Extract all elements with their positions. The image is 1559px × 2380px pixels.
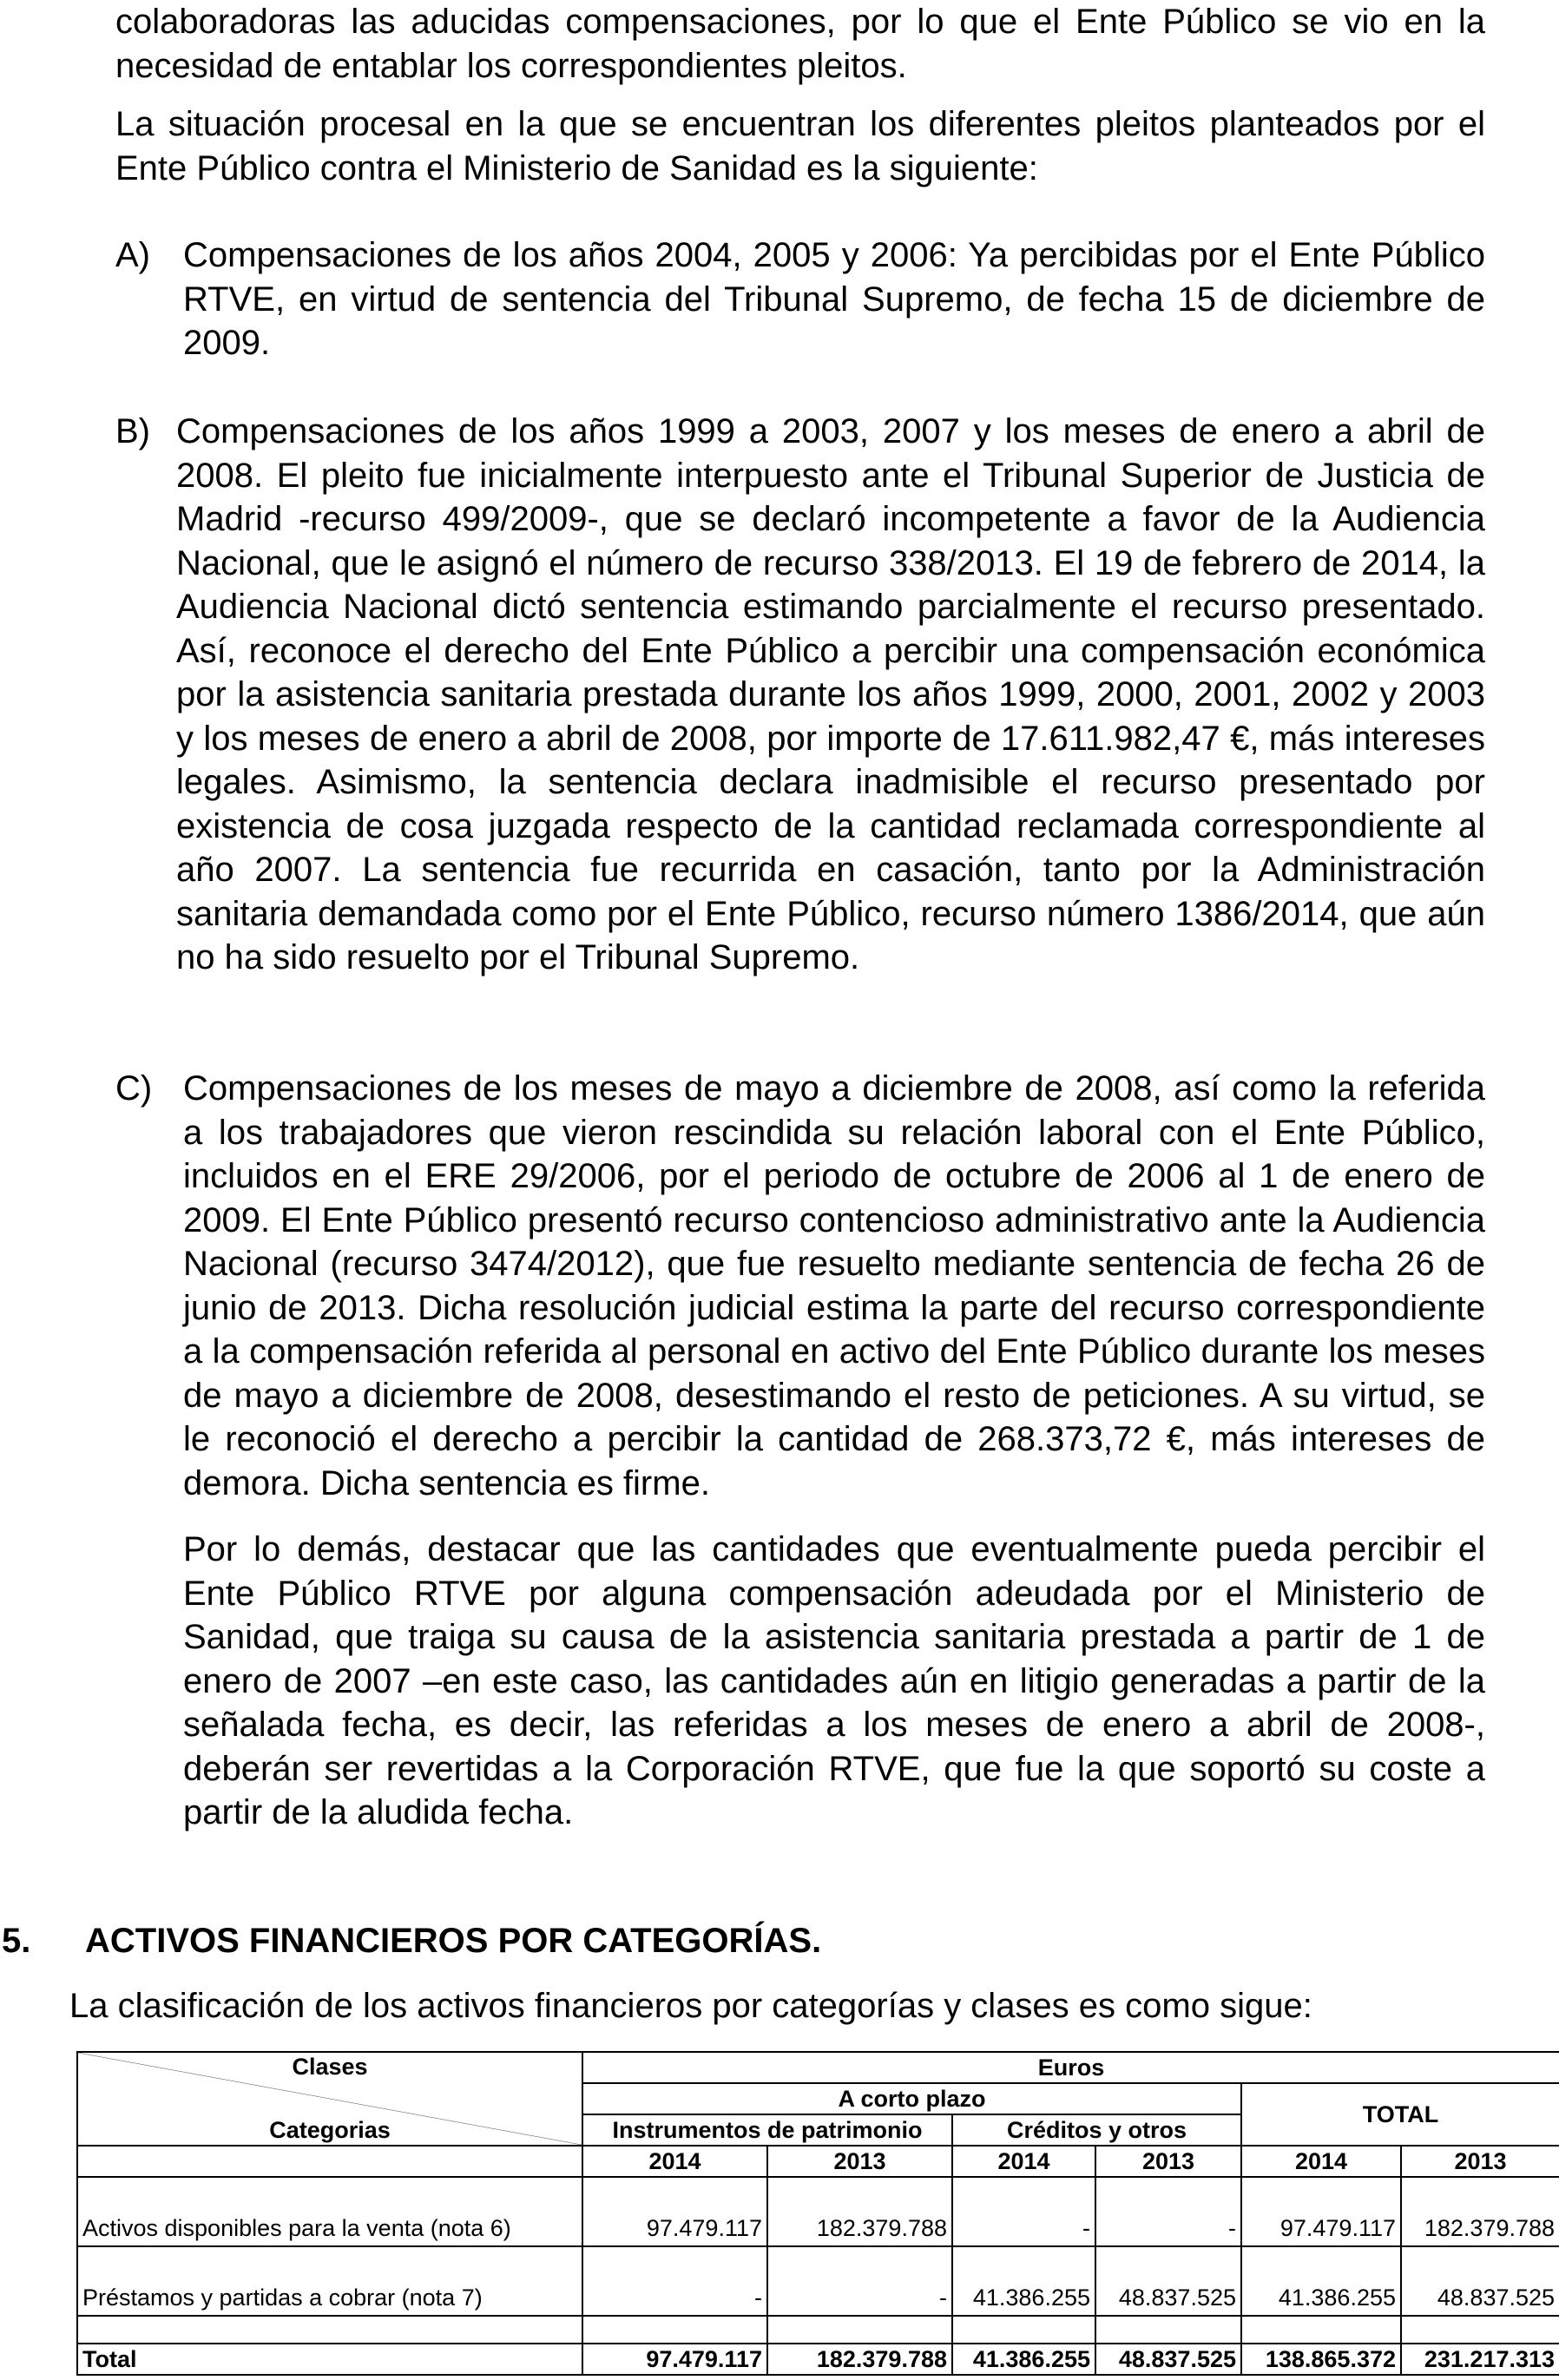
table-row [77,2177,1559,2246]
list-item-letter: C) [115,1069,153,1108]
header-year: 2013 [1401,2146,1559,2177]
list-item-c [115,1067,1485,1835]
row-label: Préstamos y partidas a cobrar (nota 7) [77,2246,582,2316]
cell-value: - [952,2177,1095,2246]
cell-value: 182.379.788 [767,2177,952,2246]
cell-value: 48.837.525 [1095,2246,1241,2316]
header-euros: Euros [582,2052,1559,2083]
header-categorias: Categorias [269,2117,391,2143]
section-title: ACTIVOS FINANCIEROS POR CATEGORÍAS. [85,1922,822,1960]
list-item-a [115,233,1485,365]
cell-value: 182.379.788 [1401,2177,1559,2246]
section-number: 5. [2,1922,31,1960]
financial-assets-table [76,2051,1559,2376]
cell-value: 41.386.255 [952,2246,1095,2316]
total-value: 231.217.313 [1401,2344,1559,2375]
table-spacer-row [77,2316,1559,2344]
header-year: 2014 [1241,2146,1401,2177]
header-year: 2014 [582,2146,767,2177]
paragraph-situacion: La situación procesal en la que se encuentran los diferentes pleitos planteados por el Ente Público contra el Ministerio de Sanidad es la siguiente: [115,105,1485,187]
table-total-row [77,2344,1559,2375]
list-item-text: Compensaciones de los años 2004, 2005 y 2006: Ya percibidas por el Ente Público RTVE, en virtud de sentencia del Tribunal Supremo, de fecha 15 de diciembre de 2009. [183,236,1485,362]
header-year: 2013 [767,2146,952,2177]
total-value: 48.837.525 [1095,2344,1241,2375]
total-value: 97.479.117 [582,2344,767,2375]
header-empty [77,2146,582,2177]
cell-value: 97.479.117 [1241,2177,1401,2246]
header-corto-plazo: A corto plazo [582,2083,1241,2114]
total-value: 182.379.788 [767,2344,952,2375]
header-total: TOTAL [1241,2083,1559,2146]
cell-value: - [1095,2177,1241,2246]
cell-value: - [582,2246,767,2316]
cell-value: 97.479.117 [582,2177,767,2246]
header-year: 2013 [1095,2146,1241,2177]
total-label: Total [77,2344,582,2375]
list-item-b [115,410,1485,980]
list-item-text: Compensaciones de los años 1999 a 2003, 2007 y los meses de enero a abril de 2008. El pleito fue inicialmente interpuesto ante el Tribunal Superior de Justicia de Madrid -recurso 499/2009-, que se declaró incompetente a favor de la Audiencia Nacional, que le asignó el número de recurso 338/2013. El 19 de febrero de 2014, la Audiencia Nacional dictó sentencia estimando parcialmente el recurso presentado. Así, reconoce el derecho del Ente Público a percibir una compensación económica por la asistencia sanitaria prestada durante los años 1999, 2000, 2001, 2002 y 2003 y los meses de enero a abril de 2008, por importe de 17.611.982,47 €, más intereses legales. Asimismo, la sentencia declara inadmisible el recurso presentado por existencia de cosa juzgada respecto de la cantidad reclamada correspondiente al año 2007. La sentencia fue recurrida en casación, tanto por la Administración sanitaria demandada como por el Ente Público, recurso número 1386/2014, que aún no ha sido resuelto por el Tribunal Supremo. [176,412,1485,976]
cell-value: - [767,2246,952,2316]
total-value: 138.865.372 [1241,2344,1401,2375]
table-row [77,2246,1559,2316]
section-intro: La clasificación de los activos financieros por categorías y clases es como sigue: [69,1987,1312,2025]
total-value: 41.386.255 [952,2344,1095,2375]
header-clases: Clases [292,2054,368,2080]
cell-value: 41.386.255 [1241,2246,1401,2316]
list-item-text: Compensaciones de los meses de mayo a diciembre de 2008, así como la referida a los trabajadores que vieron rescindida su relación laboral con el Ente Público, incluidos en el ERE 29/2006, por el periodo de octubre de 2006 al 1 de enero de 2009. El Ente Público presentó recurso contencioso administrativo ante la Audiencia Nacional (recurso 3474/2012), que fue resuelto mediante sentencia de fecha 26 de junio de 2013. Dicha resolución judicial estima la parte del recurso correspondiente a la compensación referida al personal en activo del Ente Público durante los meses de mayo a diciembre de 2008, desestimando el resto de peticiones. A su virtud, se le reconoció el derecho a percibir la cantidad de 268.373,72 €, más intereses de demora. Dicha sentencia es firme. [183,1069,1485,1502]
list-item-letter: A) [115,236,150,274]
row-label: Activos disponibles para la venta (nota 6) [77,2177,582,2246]
paragraph-top: colaboradoras las aducidas compensaciones, por lo que el Ente Público se vio en la necesidad de entablar los correspondientes pleitos. [115,3,1485,85]
header-year: 2014 [952,2146,1095,2177]
list-item-letter: B) [115,412,150,450]
cell-value: 48.837.525 [1401,2246,1559,2316]
header-instrumentos: Instrumentos de patrimonio [582,2114,952,2146]
header-creditos: Créditos y otros [952,2114,1241,2146]
list-item-followup: Por lo demás, destacar que las cantidades que eventualmente pueda percibir el Ente Público RTVE por alguna compensación adeudada por el Ministerio de Sanidad, que traiga su causa de la asistencia sanitaria prestada a partir de 1 de enero de 2007 –en este caso, las cantidades aún en litigio generadas a partir de la señalada fecha, es decir, las referidas a los meses de enero a abril de 2008-, deberán ser revertidas a la Corporación RTVE, que fue la que soportó su coste a partir de la aludida fecha. [183,1530,1485,1831]
table-corner-cell [77,2052,582,2146]
